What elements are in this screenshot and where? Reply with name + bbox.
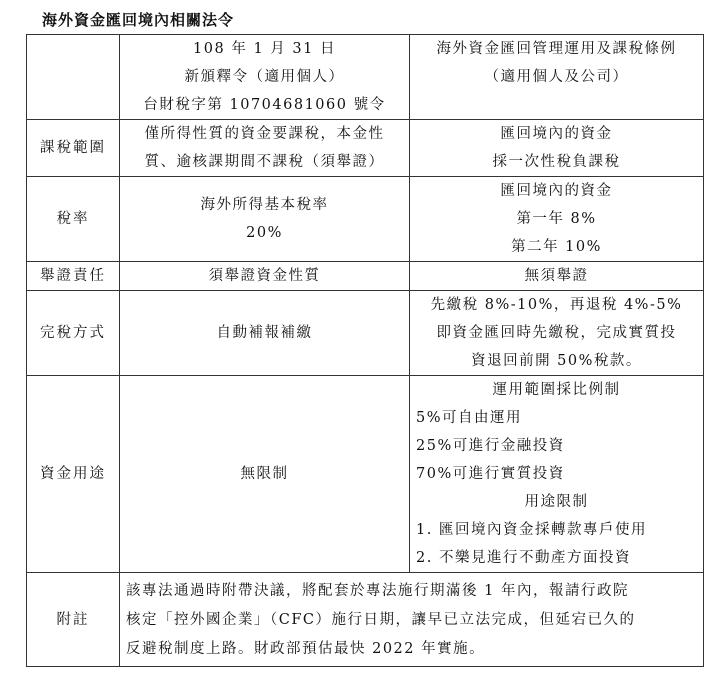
- law-comparison-table: [26, 34, 704, 667]
- payment-act-cell: [410, 291, 704, 376]
- header-ruling-number: 台財稅字第 10704681060 號令: [143, 97, 386, 113]
- scope-ruling-line-1: 僅所得性質的資金要課稅，本金性: [144, 126, 385, 142]
- row-label-usage: 資金用途: [27, 376, 120, 573]
- row-label-note: 附註: [27, 573, 120, 667]
- header-ruling-date: 108 年 1 月 31 日: [193, 41, 336, 57]
- row-label-scope: 課稅範圍: [27, 120, 120, 177]
- row-label-payment: 完稅方式: [27, 291, 120, 376]
- usage-restriction-item-1: 1. 匯回境內資金採轉款專戶使用: [416, 522, 647, 538]
- rate-ruling-line-1: 海外所得基本稅率: [200, 197, 329, 213]
- header-act-name: 海外資金匯回管理運用及課稅條例: [436, 41, 677, 57]
- rate-ruling-cell: [120, 177, 410, 262]
- usage-ratio-item-1: 5%可自由運用: [416, 410, 523, 426]
- usage-act-cell: [410, 376, 704, 573]
- header-row: [27, 35, 704, 120]
- header-act-scope: （適用個人及公司）: [484, 69, 629, 85]
- row-label-rate: 稅率: [27, 177, 120, 262]
- rate-act-line-1: 匯回境內的資金: [500, 183, 613, 199]
- payment-ruling-cell: 自動補報補繳: [120, 291, 410, 376]
- payment-act-line-3: 資退回前開 50%稅款。: [471, 353, 642, 369]
- usage-ratio-item-2: 25%可進行金融投資: [416, 438, 565, 454]
- header-corner-cell: [27, 35, 120, 120]
- scope-act-cell: [410, 120, 704, 177]
- proof-act-cell: 無須舉證: [410, 262, 704, 291]
- table-row-proof: [27, 262, 704, 291]
- scope-ruling-line-2: 質、逾核課期間不課稅（須舉證）: [144, 154, 385, 170]
- header-cell-ruling: [120, 35, 410, 120]
- payment-act-line-1: 先繳稅 8%-10%，再退稅 4%-5%: [430, 297, 683, 313]
- usage-restriction-item-2: 2. 不樂見進行不動產方面投資: [416, 550, 631, 566]
- table-row-usage: [27, 376, 704, 573]
- usage-ratio-item-3: 70%可進行實質投資: [416, 466, 565, 482]
- usage-ruling-cell: 無限制: [120, 376, 410, 573]
- usage-heading-restriction: 用途限制: [524, 494, 589, 510]
- table-row-note: [27, 573, 704, 667]
- note-line-1: 該專法通過時附帶決議，將配套於專法施行期滿後 1 年內，報請行政院: [126, 583, 629, 599]
- scope-ruling-cell: [120, 120, 410, 177]
- note-line-2: 核定「控外國企業」（CFC）施行日期，讓早已立法完成，但延宕已久的: [126, 612, 636, 628]
- table-row-rate: [27, 177, 704, 262]
- usage-heading-ratio: 運用範圍採比例制: [492, 382, 621, 398]
- proof-ruling-cell: 須舉證資金性質: [120, 262, 410, 291]
- rate-ruling-line-2: 20%: [246, 225, 283, 241]
- rate-act-line-2: 第一年 8%: [516, 211, 597, 227]
- table-row-scope: [27, 120, 704, 177]
- payment-act-line-2: 即資金匯回時先繳稅，完成實質投: [436, 325, 677, 341]
- document-title: 海外資金匯回境內相關法令: [42, 11, 235, 29]
- table-row-payment: [27, 291, 704, 376]
- rate-act-cell: [410, 177, 704, 262]
- scope-act-line-2: 採一次性稅負課稅: [492, 154, 621, 170]
- header-cell-act: [410, 35, 704, 120]
- header-ruling-name: 新頒釋令（適用個人）: [184, 69, 345, 85]
- rate-act-line-3: 第二年 10%: [511, 239, 602, 255]
- row-label-proof: 舉證責任: [27, 262, 120, 291]
- scope-act-line-1: 匯回境內的資金: [500, 126, 613, 142]
- note-line-3: 反避稅制度上路。財政部預估最快 2022 年實施。: [126, 641, 486, 657]
- note-cell: [120, 573, 704, 667]
